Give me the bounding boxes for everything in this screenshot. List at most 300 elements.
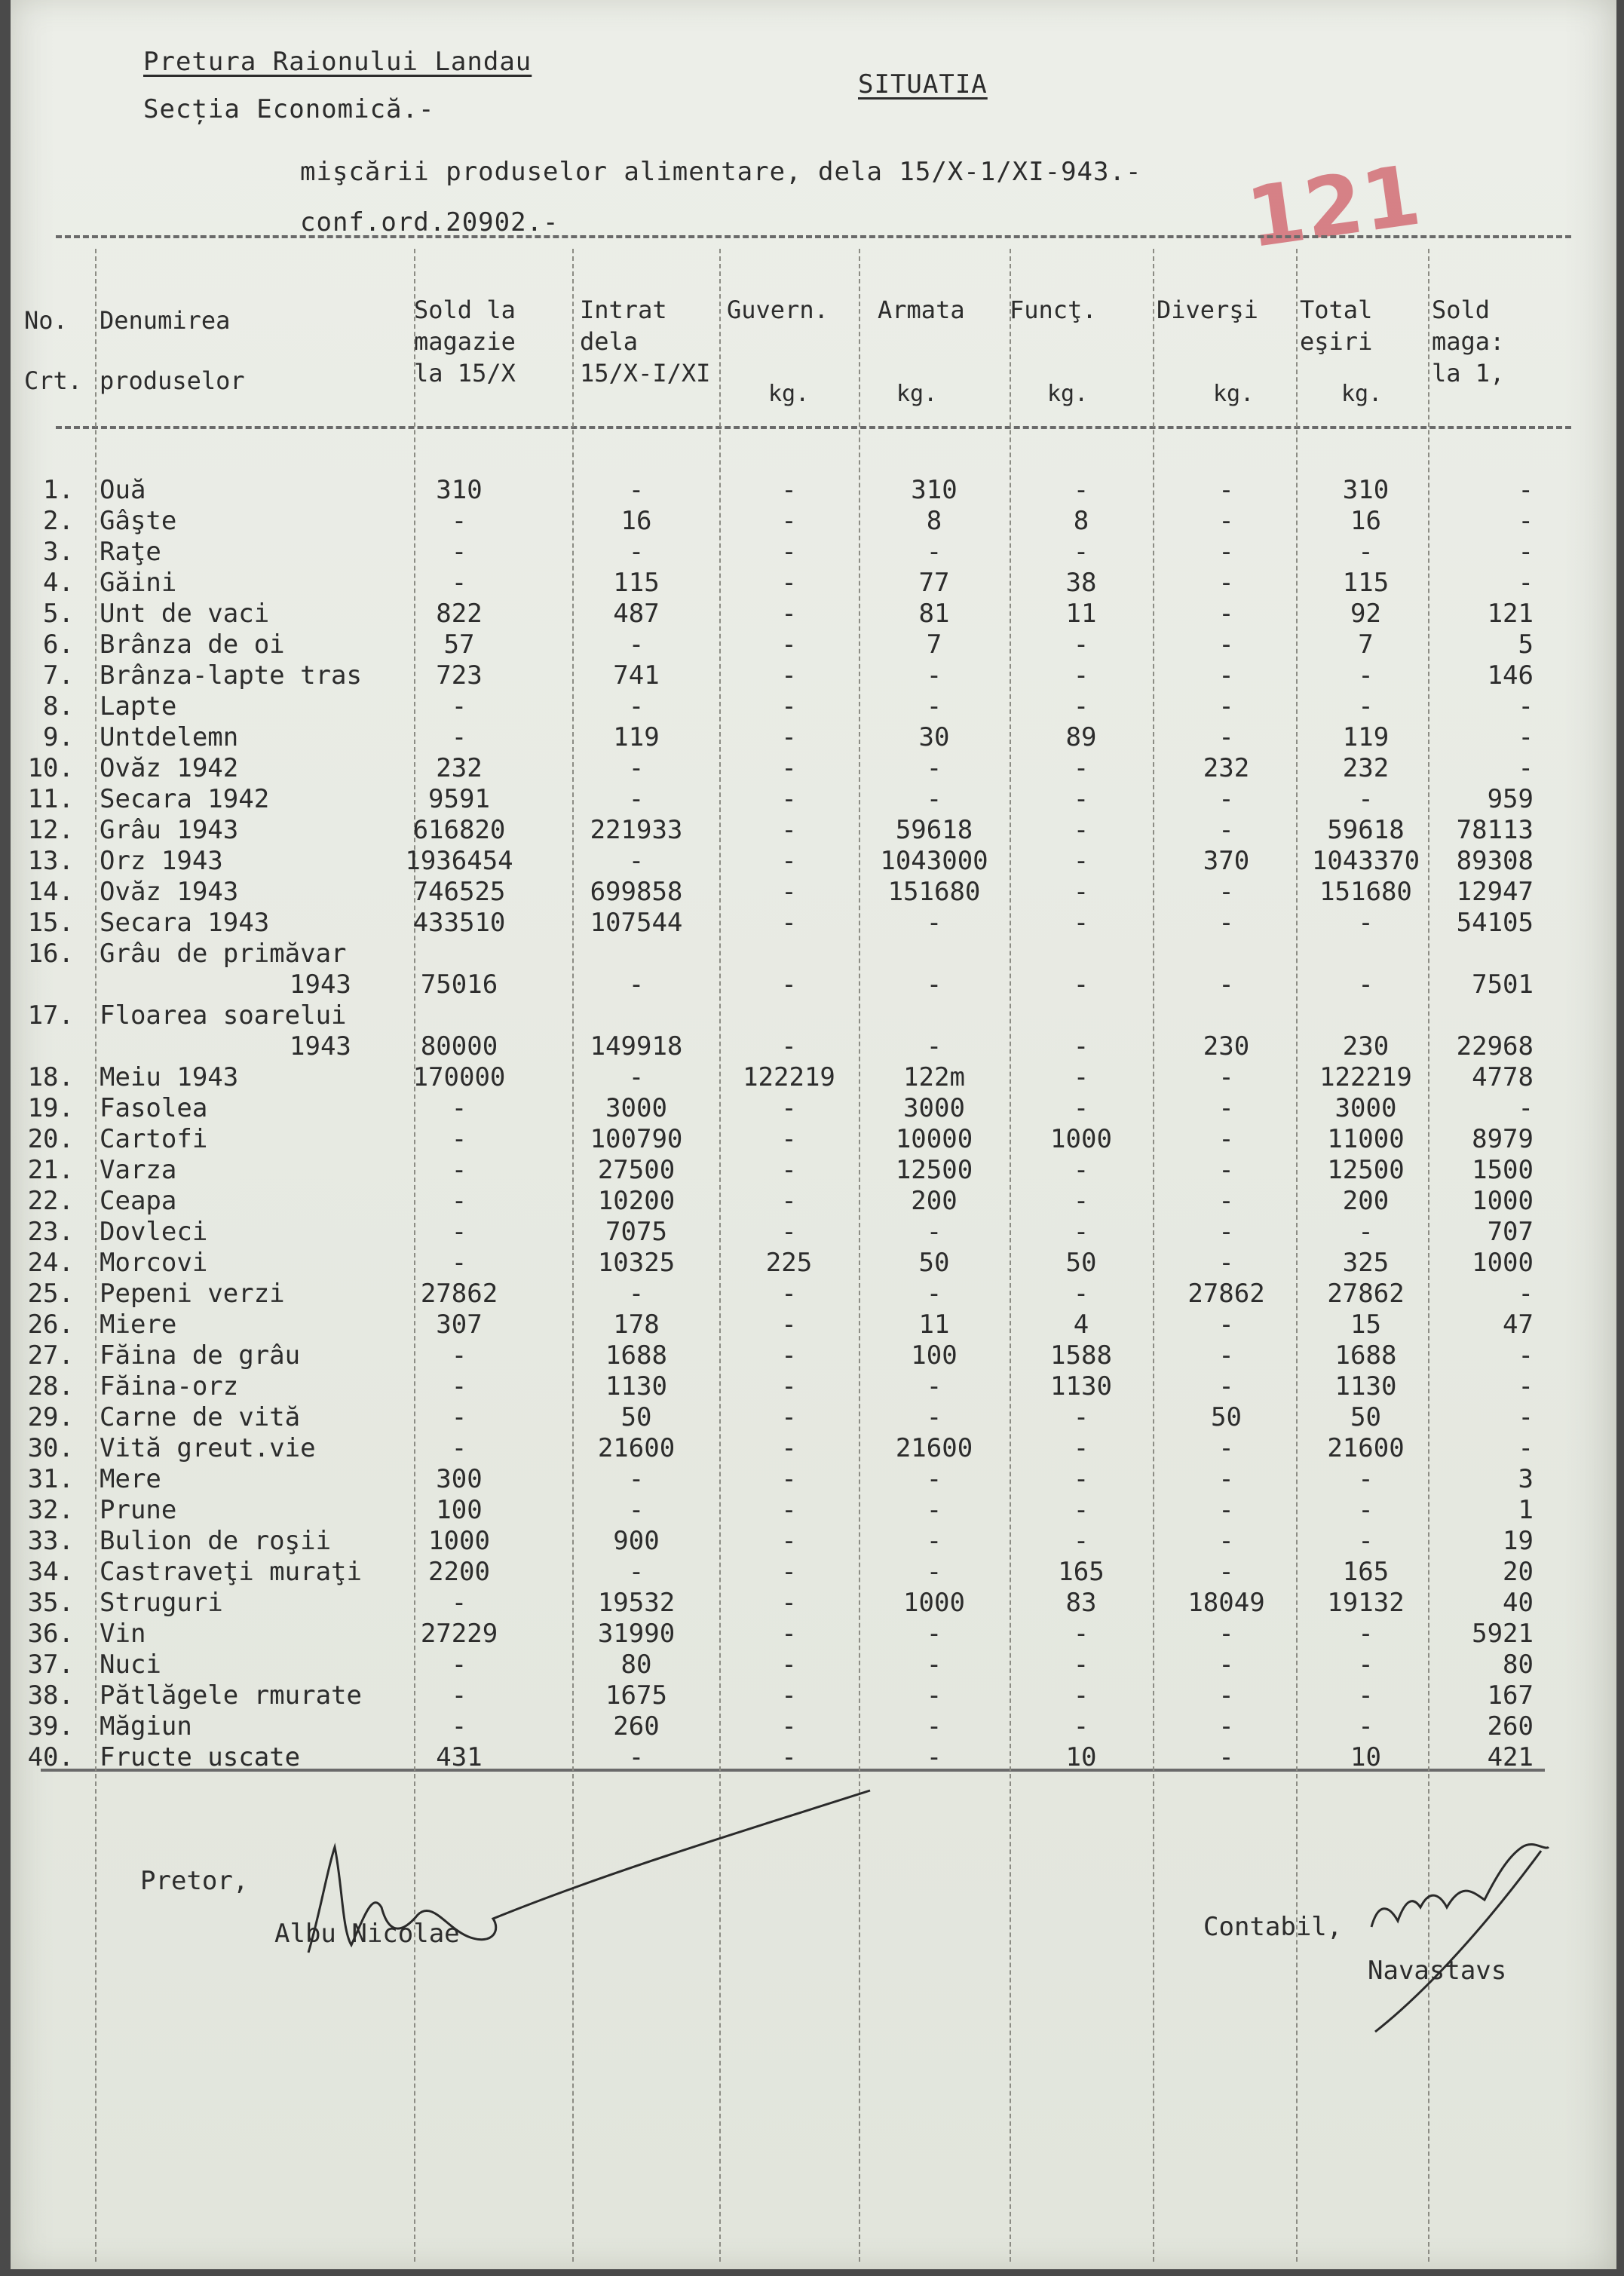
cell-intrat: 27500: [597, 1155, 676, 1185]
row-number: 16.: [27, 939, 74, 969]
product-name: Raţe: [100, 537, 161, 567]
cell-sold-start: -: [451, 1248, 467, 1278]
cell-guvern: -: [781, 1155, 797, 1185]
cell-total: 325: [1342, 1248, 1390, 1278]
cell-sold-start: -: [451, 1588, 467, 1618]
cell-armata: 81: [918, 599, 950, 629]
cell-intrat: 21600: [597, 1433, 676, 1463]
column-header-diversi: Diverşi: [1157, 296, 1258, 324]
cell-guvern: -: [781, 1495, 797, 1525]
row-number: 20.: [27, 1124, 74, 1154]
cell-diversi: -: [1218, 599, 1234, 629]
cell-intrat: 1675: [605, 1680, 667, 1711]
product-name: Varza: [100, 1155, 177, 1185]
row-number: 6.: [43, 629, 74, 660]
cell-total: 11000: [1327, 1124, 1405, 1154]
product-name: Ovăz 1943: [100, 877, 239, 907]
cell-sold-start: -: [451, 506, 467, 536]
cell-funct: -: [1073, 753, 1089, 783]
cell-guvern: -: [781, 1310, 797, 1340]
cell-diversi: -: [1218, 784, 1234, 814]
cell-sold-start: 57: [443, 629, 475, 660]
cell-total: -: [1358, 1650, 1374, 1680]
row-number: 34.: [27, 1557, 74, 1587]
cell-armata: -: [926, 1619, 942, 1649]
section-name: Secția Economică.-: [143, 94, 435, 124]
cell-diversi: -: [1218, 691, 1234, 721]
cell-armata: 1000: [903, 1588, 965, 1618]
product-name: Fasolea: [100, 1093, 208, 1123]
cell-diversi: -: [1218, 908, 1234, 938]
cell-total: 27862: [1327, 1279, 1405, 1309]
cell-intrat: -: [628, 784, 645, 814]
column-header-total: Total eşiri: [1300, 296, 1373, 356]
row-number: 23.: [27, 1217, 74, 1247]
product-name: Morcovi: [100, 1248, 208, 1278]
cell-total: 59618: [1327, 815, 1405, 845]
cell-sold-start: -: [451, 1217, 467, 1247]
cell-sold-final: -: [1518, 568, 1534, 598]
cell-diversi: 27862: [1187, 1279, 1265, 1309]
cell-sold-start: 1936454: [405, 846, 513, 876]
cell-diversi: -: [1218, 815, 1234, 845]
signature-scribble-right: [1371, 1844, 1549, 2032]
cell-sold-start: -: [451, 1124, 467, 1154]
cell-total: 10: [1350, 1742, 1381, 1772]
cell-sold-final: 89308: [1456, 846, 1534, 876]
cell-sold-start: 723: [436, 660, 483, 691]
product-name: Cartofi: [100, 1124, 208, 1154]
product-name: Lapte: [100, 691, 177, 721]
cell-funct: 1588: [1050, 1340, 1112, 1371]
cell-total: -: [1358, 1464, 1374, 1494]
cell-sold-final: 54105: [1456, 908, 1534, 938]
cell-funct: -: [1073, 1650, 1089, 1680]
product-name: Grâu de primăvar: [100, 939, 347, 969]
row-number: 21.: [27, 1155, 74, 1185]
cell-guvern: -: [781, 475, 797, 505]
cell-funct: -: [1073, 846, 1089, 876]
row-number: 27.: [27, 1340, 74, 1371]
cell-diversi: 232: [1203, 753, 1250, 783]
cell-total: -: [1358, 1711, 1374, 1741]
cell-sold-final: 5: [1518, 629, 1534, 660]
cell-guvern: -: [781, 1742, 797, 1772]
cell-funct: -: [1073, 537, 1089, 567]
cell-sold-final: 7501: [1472, 970, 1534, 1000]
cell-guvern: -: [781, 537, 797, 567]
cell-funct: -: [1073, 1031, 1089, 1061]
cell-intrat: 7075: [605, 1217, 667, 1247]
cell-guvern: -: [781, 753, 797, 783]
cell-total: 50: [1350, 1402, 1381, 1432]
cell-sold-start: -: [451, 568, 467, 598]
row-number: 5.: [43, 599, 74, 629]
cell-armata: -: [926, 691, 942, 721]
cell-funct: 165: [1058, 1557, 1105, 1587]
cell-sold-start: 170000: [412, 1062, 506, 1092]
cell-guvern: -: [781, 1526, 797, 1556]
cell-sold-final: 260: [1487, 1711, 1534, 1741]
cell-guvern: -: [781, 1402, 797, 1432]
cell-guvern: -: [781, 506, 797, 536]
cell-diversi: 50: [1211, 1402, 1242, 1432]
cell-funct: 11: [1065, 599, 1097, 629]
cell-intrat: 107544: [590, 908, 683, 938]
cell-funct: 10: [1065, 1742, 1097, 1772]
cell-sold-final: -: [1518, 1402, 1534, 1432]
cell-intrat: -: [628, 1464, 645, 1494]
cell-sold-final: -: [1518, 1371, 1534, 1401]
cell-armata: -: [926, 1526, 942, 1556]
cell-guvern: -: [781, 815, 797, 845]
row-number: 1.: [43, 475, 74, 505]
cell-intrat: 119: [613, 722, 660, 752]
cell-funct: -: [1073, 1680, 1089, 1711]
cell-total: -: [1358, 1217, 1374, 1247]
cell-sold-final: 121: [1487, 599, 1534, 629]
cell-intrat: -: [628, 1279, 645, 1309]
cell-armata: 122m: [903, 1062, 965, 1092]
cell-sold-start: -: [451, 537, 467, 567]
product-name: Pătlăgele rmurate: [100, 1680, 362, 1711]
product-name: Grâu 1943: [100, 815, 239, 845]
cell-diversi: -: [1218, 877, 1234, 907]
cell-diversi: -: [1218, 475, 1234, 505]
cell-intrat: -: [628, 1557, 645, 1587]
row-number: 8.: [43, 691, 74, 721]
cell-armata: 7: [926, 629, 942, 660]
cell-diversi: -: [1218, 1155, 1234, 1185]
cell-intrat: 50: [620, 1402, 652, 1432]
cell-sold-start: 1000: [428, 1526, 490, 1556]
product-name: Făina-orz: [100, 1371, 239, 1401]
cell-guvern: -: [781, 1433, 797, 1463]
cell-sold-final: 1500: [1472, 1155, 1534, 1185]
cell-guvern: -: [781, 629, 797, 660]
cell-diversi: -: [1218, 1680, 1234, 1711]
cell-funct: -: [1073, 815, 1089, 845]
cell-intrat: 149918: [590, 1031, 683, 1061]
cell-sold-start: 310: [436, 475, 483, 505]
row-number: 10.: [27, 753, 74, 783]
cell-sold-start: 232: [436, 753, 483, 783]
cell-guvern: -: [781, 1186, 797, 1216]
cell-intrat: -: [628, 1742, 645, 1772]
row-number: 24.: [27, 1248, 74, 1278]
cell-sold-start: 822: [436, 599, 483, 629]
row-number: 29.: [27, 1402, 74, 1432]
cell-intrat: 178: [613, 1310, 660, 1340]
cell-armata: -: [926, 1742, 942, 1772]
cell-guvern: 122219: [743, 1062, 835, 1092]
cell-total: 16: [1350, 506, 1381, 536]
cell-intrat: -: [628, 537, 645, 567]
cell-diversi: 230: [1203, 1031, 1250, 1061]
cell-armata: 10000: [895, 1124, 973, 1154]
column-header-funct: Funcţ.: [1010, 296, 1097, 324]
cell-intrat: -: [628, 846, 645, 876]
cell-guvern: -: [781, 599, 797, 629]
cell-guvern: -: [781, 1340, 797, 1371]
row-number: 40.: [27, 1742, 74, 1772]
cell-sold-final: -: [1518, 691, 1534, 721]
cell-funct: -: [1073, 970, 1089, 1000]
cell-diversi: -: [1218, 1495, 1234, 1525]
row-number: 32.: [27, 1495, 74, 1525]
column-header-sold-final: Sold maga: la 1,: [1432, 296, 1505, 388]
cell-funct: -: [1073, 660, 1089, 691]
cell-funct: -: [1073, 877, 1089, 907]
cell-total: -: [1358, 660, 1374, 691]
registration-number-stamp: 121: [1241, 146, 1426, 267]
cell-sold-final: -: [1518, 722, 1534, 752]
cell-funct: -: [1073, 1619, 1089, 1649]
cell-sold-start: 307: [436, 1310, 483, 1340]
cell-guvern: -: [781, 722, 797, 752]
cell-sold-final: -: [1518, 753, 1534, 783]
cell-funct: -: [1073, 1217, 1089, 1247]
cell-diversi: 18049: [1187, 1588, 1265, 1618]
cell-guvern: -: [781, 1279, 797, 1309]
cell-total: 7: [1358, 629, 1374, 660]
cell-funct: 4: [1073, 1310, 1089, 1340]
product-name: Vită greut.vie: [100, 1433, 316, 1463]
cell-armata: -: [926, 1402, 942, 1432]
cell-sold-start: -: [451, 1680, 467, 1711]
cell-armata: 200: [911, 1186, 958, 1216]
cell-funct: -: [1073, 784, 1089, 814]
signature-right-name: Navastavs: [1368, 1956, 1507, 1986]
cell-funct: -: [1073, 1526, 1089, 1556]
cell-armata: -: [926, 1031, 942, 1061]
cell-sold-start: 9591: [428, 784, 490, 814]
cell-sold-final: -: [1518, 537, 1534, 567]
cell-armata: -: [926, 1217, 942, 1247]
cell-sold-final: 3: [1518, 1464, 1534, 1494]
cell-funct: 1000: [1050, 1124, 1112, 1154]
row-number: 18.: [27, 1062, 74, 1092]
cell-armata: -: [926, 1371, 942, 1401]
cell-total: 1130: [1334, 1371, 1397, 1401]
cell-sold-start: 27229: [420, 1619, 498, 1649]
cell-funct: -: [1073, 1279, 1089, 1309]
product-name: Ovăz 1942: [100, 753, 239, 783]
cell-guvern: -: [781, 1371, 797, 1401]
cell-armata: 3000: [903, 1093, 965, 1123]
cell-armata: 21600: [895, 1433, 973, 1463]
product-name: Fructe uscate: [100, 1742, 301, 1772]
row-number: 28.: [27, 1371, 74, 1401]
product-name: Gâşte: [100, 506, 177, 536]
cell-armata: 8: [926, 506, 942, 536]
cell-total: 12500: [1327, 1155, 1405, 1185]
cell-armata: 11: [918, 1310, 950, 1340]
cell-total: 21600: [1327, 1433, 1405, 1463]
cell-armata: -: [926, 1464, 942, 1494]
cell-total: 19132: [1327, 1588, 1405, 1618]
unit-label: kg.: [768, 381, 810, 407]
row-number: 31.: [27, 1464, 74, 1494]
cell-funct: 1130: [1050, 1371, 1112, 1401]
cell-sold-start: -: [451, 1433, 467, 1463]
product-name: Dovleci: [100, 1217, 208, 1247]
document-title: SITUATIA: [858, 69, 988, 100]
cell-sold-final: 78113: [1456, 815, 1534, 845]
cell-total: 15: [1350, 1310, 1381, 1340]
cell-sold-final: 12947: [1456, 877, 1534, 907]
cell-total: 1043370: [1311, 846, 1420, 876]
cell-sold-final: 19: [1503, 1526, 1534, 1556]
cell-funct: -: [1073, 1433, 1089, 1463]
cell-total: -: [1358, 1680, 1374, 1711]
cell-intrat: 260: [613, 1711, 660, 1741]
handwritten-signatures: [11, 0, 1616, 2269]
cell-armata: -: [926, 1279, 942, 1309]
cell-intrat: 1130: [605, 1371, 667, 1401]
signature-right-role: Contabil,: [1203, 1912, 1343, 1942]
cell-guvern: -: [781, 1619, 797, 1649]
row-number: 25.: [27, 1279, 74, 1309]
row-number: 4.: [43, 568, 74, 598]
document-subtitle: mişcării produselor alimentare, dela 15/X-1/XI-943.-: [300, 157, 1142, 187]
product-name: Orz 1943: [100, 846, 223, 876]
cell-sold-start: 75016: [420, 970, 498, 1000]
cell-diversi: -: [1218, 1557, 1234, 1587]
cell-sold-final: -: [1518, 1433, 1534, 1463]
cell-sold-final: 167: [1487, 1680, 1534, 1711]
product-name: Făina de grâu: [100, 1340, 301, 1371]
cell-sold-final: 4778: [1472, 1062, 1534, 1092]
product-name: 1943: [290, 970, 351, 1000]
cell-intrat: 10325: [597, 1248, 676, 1278]
cell-total: -: [1358, 691, 1374, 721]
column-header-armata: Armata: [878, 296, 965, 324]
cell-diversi: -: [1218, 1248, 1234, 1278]
product-name: Mere: [100, 1464, 161, 1494]
cell-intrat: 10200: [597, 1186, 676, 1216]
cell-diversi: -: [1218, 1711, 1234, 1741]
cell-sold-start: -: [451, 1402, 467, 1432]
cell-armata: -: [926, 784, 942, 814]
signature-left-role: Pretor,: [140, 1866, 249, 1896]
cell-guvern: -: [781, 908, 797, 938]
cell-intrat: 100790: [590, 1124, 683, 1154]
cell-sold-final: 421: [1487, 1742, 1534, 1772]
cell-guvern: -: [781, 1650, 797, 1680]
unit-label: kg.: [1047, 381, 1089, 407]
cell-guvern: -: [781, 660, 797, 691]
cell-guvern: -: [781, 1124, 797, 1154]
row-number: 19.: [27, 1093, 74, 1123]
cell-armata: 100: [911, 1340, 958, 1371]
cell-intrat: 221933: [590, 815, 683, 845]
product-name: Măgiun: [100, 1711, 192, 1741]
cell-armata: 310: [911, 475, 958, 505]
cell-diversi: -: [1218, 1371, 1234, 1401]
cell-total: -: [1358, 537, 1374, 567]
cell-total: -: [1358, 784, 1374, 814]
cell-sold-final: 1000: [1472, 1186, 1534, 1216]
cell-armata: 50: [918, 1248, 950, 1278]
product-name: Vin: [100, 1619, 146, 1649]
column-header-name: Denumirea produselor: [100, 306, 245, 395]
cell-sold-final: 5921: [1472, 1619, 1534, 1649]
cell-diversi: -: [1218, 1186, 1234, 1216]
cell-funct: 50: [1065, 1248, 1097, 1278]
cell-total: -: [1358, 1495, 1374, 1525]
product-name: Ouă: [100, 475, 146, 505]
row-number: 37.: [27, 1650, 74, 1680]
cell-funct: -: [1073, 1062, 1089, 1092]
row-number: 3.: [43, 537, 74, 567]
row-number: 14.: [27, 877, 74, 907]
cell-funct: -: [1073, 1464, 1089, 1494]
cell-intrat: 741: [613, 660, 660, 691]
cell-armata: 12500: [895, 1155, 973, 1185]
product-name: Ceapa: [100, 1186, 177, 1216]
cell-funct: -: [1073, 475, 1089, 505]
unit-label: kg.: [1213, 381, 1255, 407]
cell-total: -: [1358, 1619, 1374, 1649]
cell-sold-start: -: [451, 1093, 467, 1123]
cell-diversi: -: [1218, 506, 1234, 536]
cell-intrat: 31990: [597, 1619, 676, 1649]
cell-armata: -: [926, 1680, 942, 1711]
cell-total: 151680: [1319, 877, 1412, 907]
cell-diversi: -: [1218, 537, 1234, 567]
cell-sold-final: 22968: [1456, 1031, 1534, 1061]
cell-intrat: 1688: [605, 1340, 667, 1371]
cell-sold-final: -: [1518, 506, 1534, 536]
cell-sold-final: 40: [1503, 1588, 1534, 1618]
cell-intrat: 3000: [605, 1093, 667, 1123]
cell-funct: 38: [1065, 568, 1097, 598]
cell-guvern: -: [781, 568, 797, 598]
cell-intrat: -: [628, 1495, 645, 1525]
row-number: 2.: [43, 506, 74, 536]
cell-diversi: -: [1218, 1340, 1234, 1371]
cell-guvern: -: [781, 1588, 797, 1618]
unit-label: kg.: [896, 381, 938, 407]
product-name: Nuci: [100, 1650, 161, 1680]
cell-sold-final: 707: [1487, 1217, 1534, 1247]
product-name: Secara 1942: [100, 784, 270, 814]
cell-funct: -: [1073, 1711, 1089, 1741]
row-number: 12.: [27, 815, 74, 845]
column-header-guvern: Guvern.: [727, 296, 829, 324]
cell-total: -: [1358, 1526, 1374, 1556]
cell-armata: -: [926, 1650, 942, 1680]
row-number: 36.: [27, 1619, 74, 1649]
row-number: 35.: [27, 1588, 74, 1618]
product-name: Prune: [100, 1495, 177, 1525]
row-number: 38.: [27, 1680, 74, 1711]
row-number: 11.: [27, 784, 74, 814]
product-name: Floarea soarelui: [100, 1000, 347, 1031]
unit-label: kg.: [1341, 381, 1383, 407]
row-number: 30.: [27, 1433, 74, 1463]
cell-sold-start: 300: [436, 1464, 483, 1494]
cell-sold-final: 20: [1503, 1557, 1534, 1587]
product-name: Pepeni verzi: [100, 1279, 285, 1309]
product-name: Unt de vaci: [100, 599, 270, 629]
cell-sold-start: -: [451, 1371, 467, 1401]
cell-diversi: -: [1218, 629, 1234, 660]
cell-armata: -: [926, 753, 942, 783]
cell-total: 200: [1342, 1186, 1390, 1216]
cell-funct: -: [1073, 1155, 1089, 1185]
